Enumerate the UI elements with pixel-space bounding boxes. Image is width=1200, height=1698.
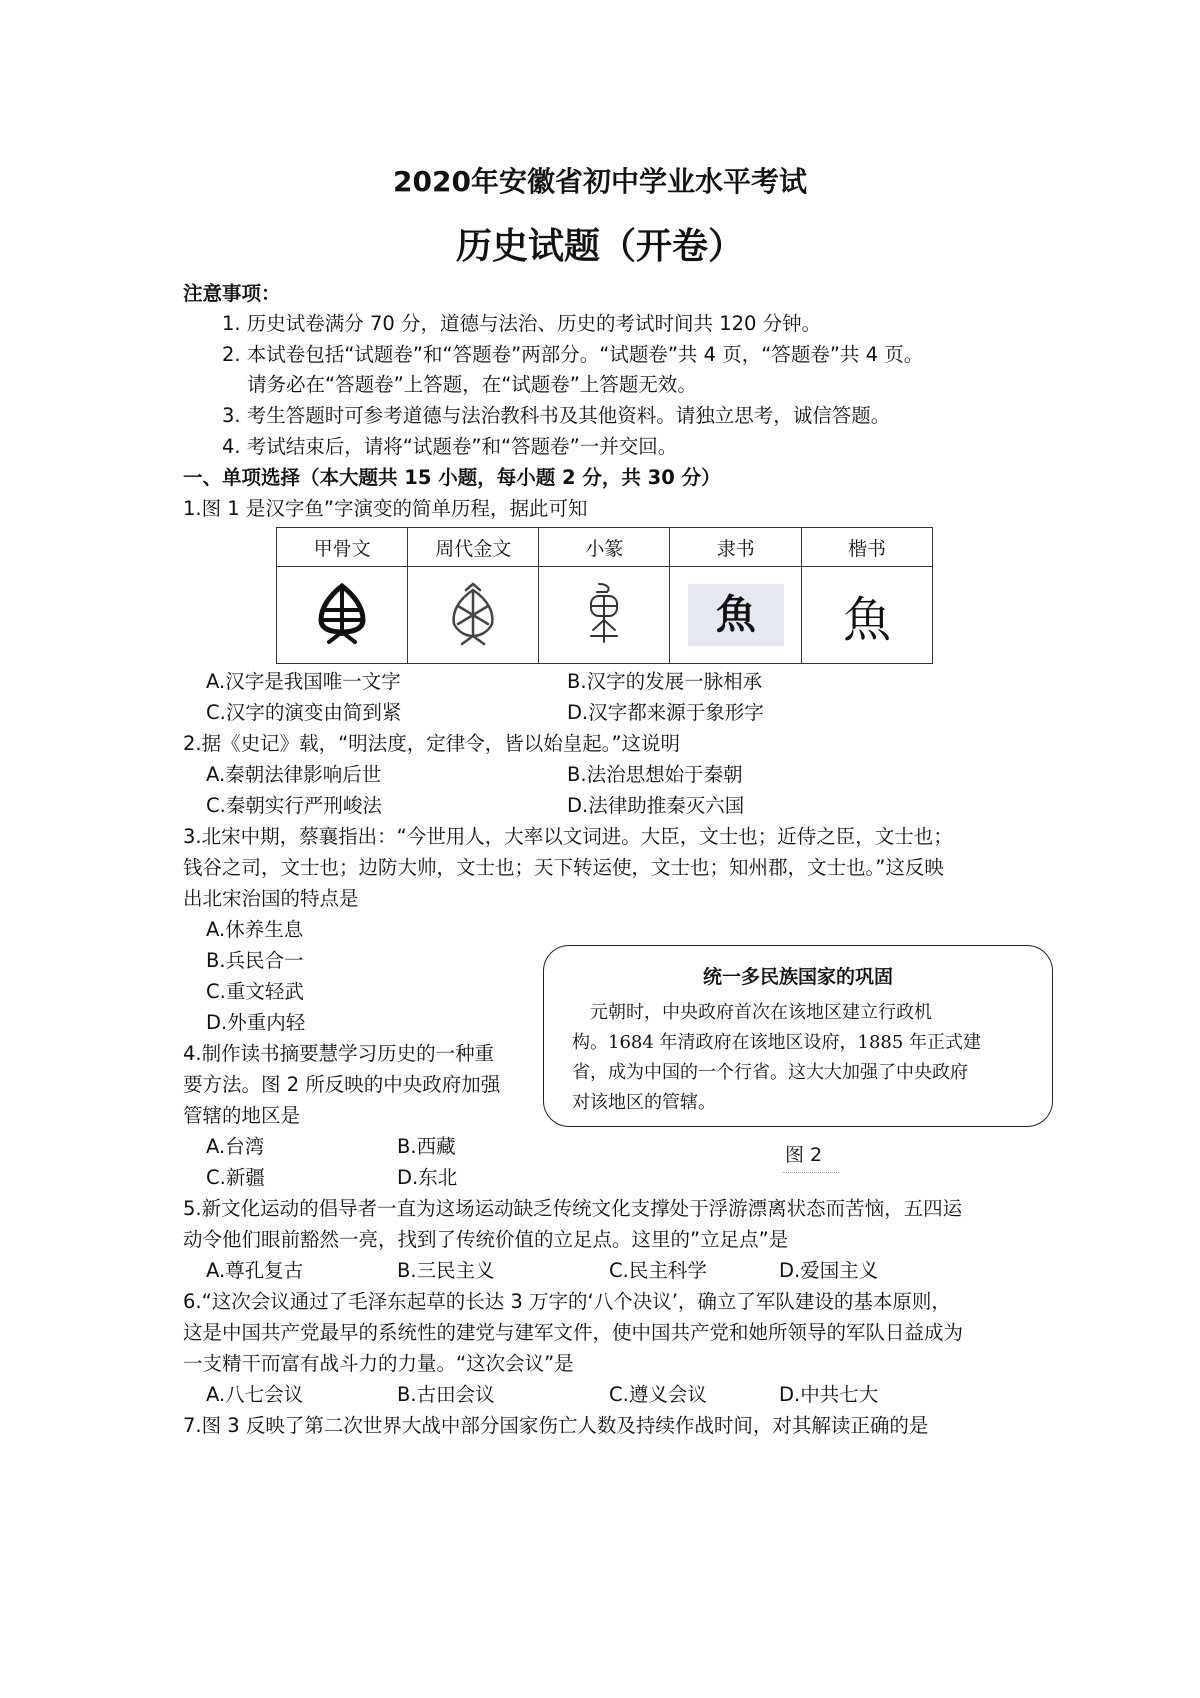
question-stem: 管辖的地区是 [183,1104,301,1127]
question-stem: 要方法。图 2 所反映的中央政府加强 [183,1073,501,1096]
option-b: B.兵民合一 [206,949,304,972]
option-d: D.汉字都来源于象形字 [567,701,764,724]
dotted-underline [783,1172,839,1173]
question-stem: 出北宋治国的特点是 [183,887,359,910]
table-header: 隶书 [670,528,802,567]
option-c: C.新疆 [206,1166,265,1189]
box-text-line: 构。1684 年清政府在该地区设府，1885 年正式建 [572,1032,982,1053]
question-stem: 钱谷之司，文士也；边防大帅，文士也；天下转运使，文士也；知州郡，文士也。”这反映 [183,856,944,879]
option-a: A.休养生息 [206,918,304,941]
box-text-line: 省，成为中国的一个行省。这大大加强了中央政府 [572,1062,968,1083]
table-header: 周代金文 [408,528,539,567]
question-stem: 这是中国共产党最早的系统性的建党与建军文件，使中国共产党和她所领导的军队日益成为 [183,1321,964,1344]
question-stem: 1.图 1 是汉字鱼”字演变的简单历程，据此可知 [183,497,588,520]
option-d: D.外重内轻 [206,1011,306,1034]
table-header: 甲骨文 [277,528,408,567]
option-c: C.秦朝实行严刑峻法 [206,794,382,817]
small-seal-fish-glyph [539,567,670,664]
reading-summary-box [543,945,1053,1127]
oracle-bone-fish-glyph [277,567,408,664]
notice-item: 4. 考试结束后，请将“试题卷”和“答题卷”一并交回。 [222,435,678,458]
question-stem: 2.据《史记》载，“明法度，定律令，皆以始皇起。”这说明 [183,732,681,755]
option-a: A.尊孔复古 [206,1259,304,1282]
question-stem: 4.制作读书摘要慧学习历史的一种重 [183,1042,495,1065]
option-c: C.民主科学 [609,1259,707,1282]
option-d: D.东北 [397,1166,458,1189]
option-b: B.古田会议 [397,1383,495,1406]
option-a: A.汉字是我国唯一文字 [206,670,401,693]
clerical-script-fish-glyph: 魚 [670,567,802,664]
figure-label: 图 2 [785,1144,823,1166]
box-text-line: 对该地区的管辖。 [572,1092,716,1113]
option-d: D.爱国主义 [779,1259,879,1282]
notice-item: 请务必在“答题卷”上答题，在“试题卷”上答题无效。 [247,373,697,396]
notice-heading: 注意事项： [183,282,281,305]
option-a: A.秦朝法律影响后世 [206,763,382,786]
option-c: C.汉字的演变由简到紧 [206,701,402,724]
option-b: B.三民主义 [397,1259,495,1282]
question-stem: 5.新文化运动的倡导者一直为这场运动缺乏传统文化支撑处于浮游漂离状态而苦恼，五四运 [183,1197,963,1220]
question-stem: 一支精干而富有战斗力的力量。“这次会议”是 [183,1352,574,1375]
option-d: D.中共七大 [779,1383,879,1406]
notice-item: 1. 历史试卷满分 70 分，道德与法治、历史的考试时间共 120 分钟。 [222,312,822,335]
subject-title: 历史试题（开卷） [455,226,744,267]
table-header: 楷书 [802,528,933,567]
question-stem: 动令他们眼前豁然一亮，找到了传统价值的立足点。这里的”立足点”是 [183,1228,789,1251]
question-stem: 7.图 3 反映了第二次世界大战中部分国家伤亡人数及持续作战时间，对其解读正确的是 [183,1414,929,1437]
exam-title: 2020年安徽省初中学业水平考试 [393,165,807,198]
bronze-script-fish-glyph [408,567,539,664]
option-a: A.台湾 [206,1135,265,1158]
option-c: C.重文轻武 [206,980,304,1003]
option-b: B.法治思想始于秦朝 [567,763,743,786]
option-b: B.西藏 [397,1135,456,1158]
question-stem: 3.北宋中期，蔡襄指出：“今世用人，大率以文词进。大臣，文士也；近侍之臣，文士也； [183,825,953,848]
question-stem: 6.“这次会议通过了毛泽东起草的长达 3 万字的‘八个决议’，确立了军队建设的基本原则， [183,1290,951,1313]
box-text-line: 元朝时，中央政府首次在该地区建立行政机 [572,1002,932,1023]
option-c: C.遵义会议 [609,1383,707,1406]
option-a: A.八七会议 [206,1383,304,1406]
table-header: 小篆 [539,528,670,567]
option-d: D.法律助推秦灭六国 [567,794,745,817]
section-heading: 一、单项选择（本大题共 15 小题，每小题 2 分，共 30 分） [183,466,721,489]
regular-script-fish-glyph: 魚 [802,567,933,664]
glyph-evolution-table [276,527,933,664]
notice-item: 3. 考生答题时可参考道德与法治教科书及其他资料。请独立思考，诚信答题。 [222,404,891,427]
option-b: B.汉字的发展一脉相承 [567,670,763,693]
notice-item: 2. 本试卷包括“试题卷”和“答题卷”两部分。“试题卷”共 4 页，“答题卷”共 4 页。 [222,343,924,366]
box-title: 统一多民族国家的巩固 [702,966,893,988]
